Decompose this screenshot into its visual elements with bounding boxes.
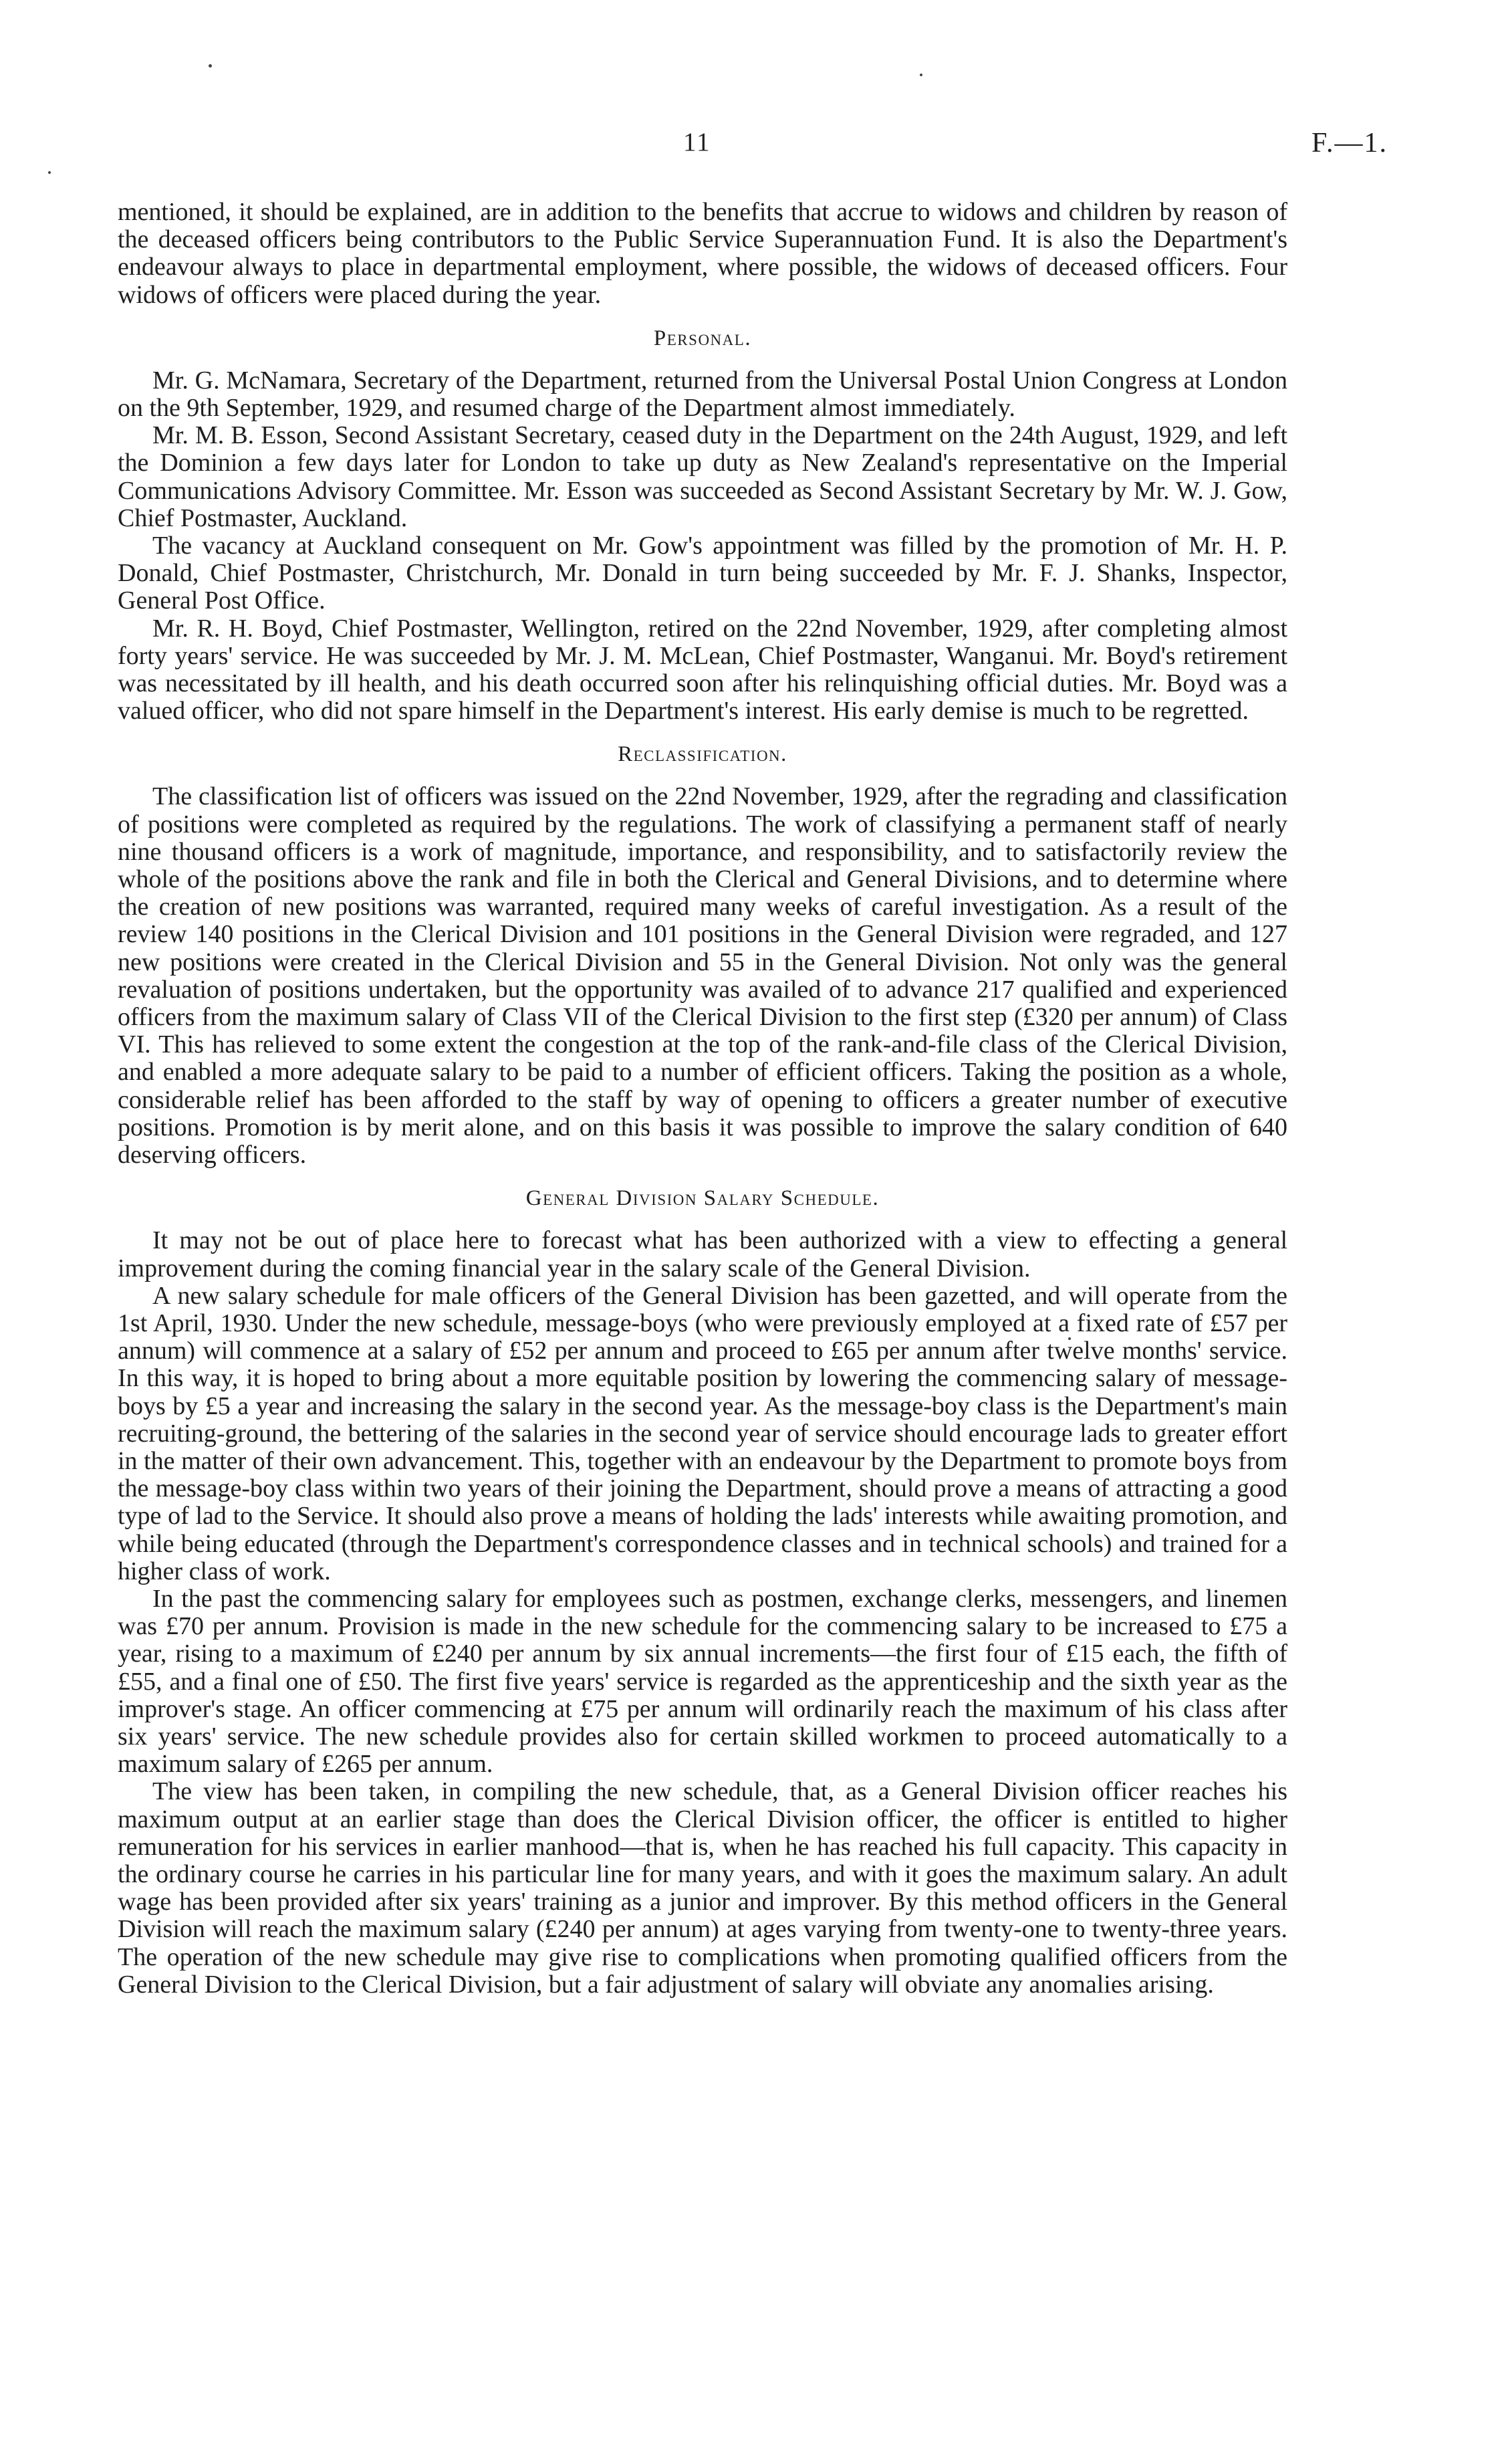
page-number: 11 <box>683 128 711 156</box>
paragraph: The vacancy at Auckland consequent on Mr. Gow's appointment was filled by the promotion of Mr. H. P. Donald, Chief Postmaster, Christchurch, Mr. Donald in turn being succeeded by Mr. F. J. Shanks, Inspector, General Post Office. <box>118 532 1287 615</box>
scan-speck <box>209 64 212 68</box>
paragraph: In the past the commencing salary for employees such as postmen, exchange clerks, messengers, and linemen was £70 per annum. Provision is made in the new schedule for the commencing salary to be increased to £75 a year, rising to a maximum of £240 per annum by six annual increments—the first four of £15 each, the fifth of £55, and a final one of £50. The first five years' service is regarded as the apprenticeship and the sixth year as the improver's stage. An officer commencing at £75 per annum will ordinarily reach the maximum of his class after six years' service. The new schedule provides also for certain skilled workmen to proceed automatically to a maximum salary of £265 per annum. <box>118 1584 1287 1779</box>
report-reference: F.—1. <box>1311 128 1388 158</box>
paragraph: Mr. R. H. Boyd, Chief Postmaster, Wellington, retired on the 22nd November, 1929, after completing almost forty years' service. He was succeeded by Mr. J. M. McLean, Chief Postmaster, Wanganui. Mr. Boyd's retirement was necessitated by ill health, and his death occurred soon after his relinquishing official duties. Mr. Boyd was a valued officer, who did not spare himself in the Department's interest. His early demise is much to be regretted. <box>118 614 1287 725</box>
scan-speck <box>48 171 51 174</box>
paragraph: The classification list of officers was issued on the 22nd November, 1929, after the regrading and classification of positions were completed as required by the regulations. The work of classifying a permanent staff of nearly nine thousand officers is a work of magnitude, importance, and responsibility, and to satisfactorily review the whole of the positions above the rank and file in both the Clerical and General Divisions, and to determine where the creation of new positions was warranted, required many weeks of careful investigation. As a result of the review 140 positions in the Clerical Division and 101 positions in the General Division were regraded, and 127 new positions were created in the Clerical Division and 55 in the General Division. Not only was the general revaluation of positions undertaken, but the opportunity was availed of to advance 217 qualified and experienced officers from the maximum salary of Class VII of the Clerical Division to the first step (£320 per annum) of Class VI. This has relieved to some extent the congestion at the top of the rank-and-file class of the Clerical Division, and enabled a more adequate salary to be paid to a number of efficient officers. Taking the position as a whole, considerable relief has been afforded to the staff by way of opening to officers a greater number of executive positions. Promotion is by merit alone, and on this basis it was possible to improve the salary condition of 640 deserving officers. <box>118 782 1287 1169</box>
paragraph: Mr. M. B. Esson, Second Assistant Secretary, ceased duty in the Department on the 24th August, 1929, and left the Dominion a few days later for London to take up duty as New Zealand's representative on the Imperial Communications Advisory Committee. Mr. Esson was succeeded as Second Assistant Secretary by Mr. W. J. Gow, Chief Postmaster, Auckland. <box>118 421 1287 532</box>
page-header <box>0 127 1500 167</box>
intro-paragraph: mentioned, it should be explained, are in addition to the benefits that accrue to widows and children by reason of the deceased officers being contributors to the Public Service Superannuation Fund. It is also the Department's endeavour always to place in departmental employment, where possible, the widows of deceased officers. Four widows of officers were placed during the year. <box>118 198 1287 309</box>
paragraph: A new salary schedule for male officers of the General Division has been gazetted, and will operate from the 1st April, 1930. Under the new schedule, message-boys (who were previously employed at a fixed rate of £57 per annum) will commence at a salary of £52 per annum and proceed to £65 per annum after twelve months' service. In this way, it is hoped to bring about a more equitable position by lowering the commencing salary of message-boys by £5 a year and increasing the salary in the second year. As the message-boy class is the Department's main recruiting-ground, the bettering of the salaries in the second year of service should encourage lads to greater effort in the matter of their own advancement. This, together with an endeavour by the Department to promote boys from the message-boy class within two years of their joining the Department, should prove a means of attracting a good type of lad to the Service. It should also prove a means of holding the lads' interests while awaiting promotion, and while being educated (through the Department's correspondence classes and in technical schools) and trained for a higher class of work. <box>118 1281 1287 1585</box>
paragraph: Mr. G. McNamara, Secretary of the Department, returned from the Universal Postal Union Congress at London on the 9th September, 1929, and resumed charge of the Department almost immediately. <box>118 366 1287 423</box>
paragraph: The view has been taken, in compiling the new schedule, that, as a General Division officer reaches his maximum output at an earlier stage than does the Clerical Division officer, the officer is entitled to higher remuneration for his services in earlier manhood—that is, when he has reached his full capacity. This capacity in the ordinary course he carries in his particular line for many years, and with it goes the maximum salary. An adult wage has been provided after six years' training as a junior and improver. By this method officers in the General Division will reach the maximum salary (£240 per annum) at ages varying from twenty-one to twenty-three years. The operation of the new schedule may give rise to complications when promoting qualified officers from the General Division to the Clerical Division, but a fair adjustment of salary will obviate any anomalies arising. <box>118 1777 1287 1999</box>
section-heading-general-division-salary-schedule: General Division Salary Schedule. <box>525 1186 880 1211</box>
document-body <box>118 199 1287 1999</box>
section-heading-personal: Personal. <box>653 326 752 350</box>
paragraph: It may not be out of place here to forecast what has been authorized with a view to effecting a general improvement during the coming financial year in the salary scale of the General Division. <box>118 1226 1287 1282</box>
section-heading-reclassification: Reclassification. <box>618 742 787 767</box>
scan-speck <box>920 74 922 76</box>
